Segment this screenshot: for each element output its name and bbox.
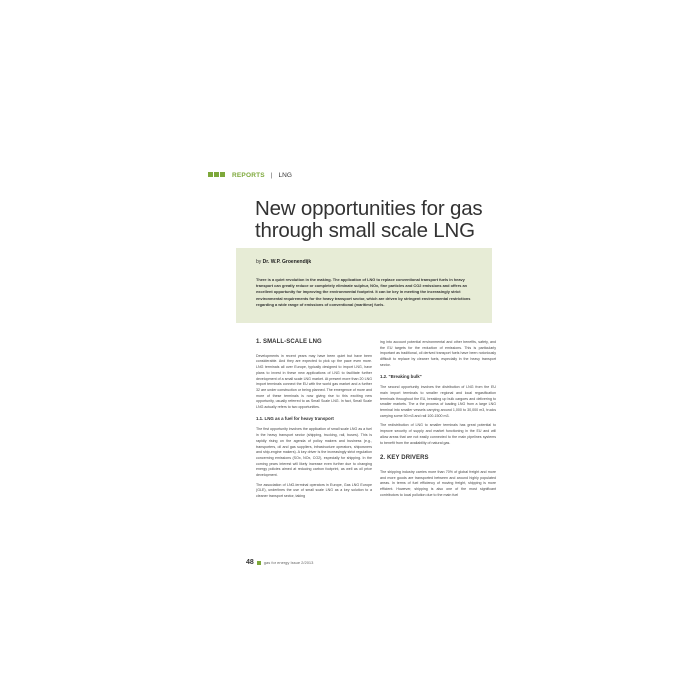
paragraph: The second opportunity involves the distribution of LNG from the EU main import terminals to smaller regional and local regasification terminals throughout the EU, breaking up bulk cargoes and delivering to smaller markets. The a the process of loading LNG from a large LNG terminal into smaller vessels carrying around 1,000 to 30,000 m3, trucks carrying some 50 m3 and rail 100-1500 m3.: [380, 385, 496, 418]
text-column-right: [380, 340, 496, 502]
footer-square-icon: [257, 561, 261, 565]
paragraph: The shipping industry carries more than 70% of global freight and more and more goods are transported between and around highly populated areas. In terms of fuel efficiency of moving freight, shipping is more efficient. However, shipping is also one of the most significant contributors to local pollution due to the main fuel: [380, 469, 496, 497]
heading-lng-fuel: 1.1. LNG as a fuel for heavy transport: [256, 415, 334, 421]
title-line-2: through small scale LNG: [255, 219, 475, 242]
byline-prefix: by: [256, 259, 262, 265]
section-label: REPORTS: [232, 172, 265, 179]
section-topic: LNG: [278, 172, 292, 179]
lead-box: [236, 248, 492, 323]
heading-key-drivers: 2. KEY DRIVERS: [380, 455, 429, 462]
heading-small-scale-lng: 1. SMALL-SCALE LNG: [256, 339, 322, 345]
lead-intro: There is a quiet revolution in the making. The application of LNG to replace conventional transport fuels in heavy transport can greatly reduce or completely eliminate sulphur, NOx, fine particles and CO2 emissions and offers an excellent opportunity for improving the environmental footprint. It can be key in meeting the increasingly strict environmental requirements for the heavy transport sector, which are driven by stringent environmental restrictions regarding a wide range of emissions of conventional (maritime) fuels.: [256, 277, 471, 307]
article-title: [255, 198, 555, 242]
byline: [256, 259, 311, 265]
page-footer: [246, 559, 313, 566]
paragraph: ing into account potential environmental and other benefits, safety, and the EU targets for the reduction of emissions. This is particularly important as traditional, oil derived transport fuels have been notoriously difficult to replace by cleaner fuels, especially in the heavy transport sector.: [380, 340, 496, 367]
paragraph: Developments in recent years may have been quiet but have been considerable. And they are expected to pick up the pace even more. LNG terminals all over Europe, typically designed to import LNG, have plans to invest in these new applications of LNG to facilitate further development of a small scale LNG market. At present more than 20 LNG import terminals connect the EU with the world gas market and a further 32 are under construction or being planned. The emergence of more and more of these terminals is now giving rise to this exciting new opportunity, usually referred to as Small Scale LNG. In fact, Small Scale LNG actually refers to two opportunities.: [256, 353, 372, 410]
page-number: 48: [246, 559, 254, 566]
title-line-1: New opportunities for gas: [255, 197, 483, 220]
paragraph: The redistribution of LNG to smaller terminals has great potential to improve security of supply and market functioning in the EU and will allow areas that are not easily connected to the main pipelines systems to benefit from the availability of natural gas.: [380, 423, 496, 445]
paragraph: The first opportunity involves the application of small scale LNG as a fuel in the heavy transport sector (shipping, trucking, rail, buses). This is rapidly rising on the agenda of policy makers and business (e.g., transporters, oil and gas suppliers, infrastructure operators, shipowners and ship-engine makers). A key driver is the increasingly strict regulation concerning emissions (SOx, NOx, CO2), especially for shipping. In the coming years interest will likely increase even further due to changing energy policies aimed at reducing carbon footprint, as well as oil price development.: [256, 427, 372, 478]
publication-name: gas for energy Issue 2/2013: [263, 560, 314, 565]
heading-breaking-bulk: 1.2. "Breaking bulk": [380, 373, 422, 379]
bullet-squares-icon: [208, 172, 226, 179]
text-column-left: [256, 340, 372, 504]
section-separator: |: [270, 172, 273, 179]
author-name: Dr. W.P. Groenendijk: [262, 259, 312, 265]
paragraph: The association of LNG-terminal operators in Europe, Gas LNG Europe (GLE), underlines the use of small scale LNG as a key solution to a cleaner transport sector, taking: [256, 482, 372, 499]
section-header: [208, 172, 292, 179]
